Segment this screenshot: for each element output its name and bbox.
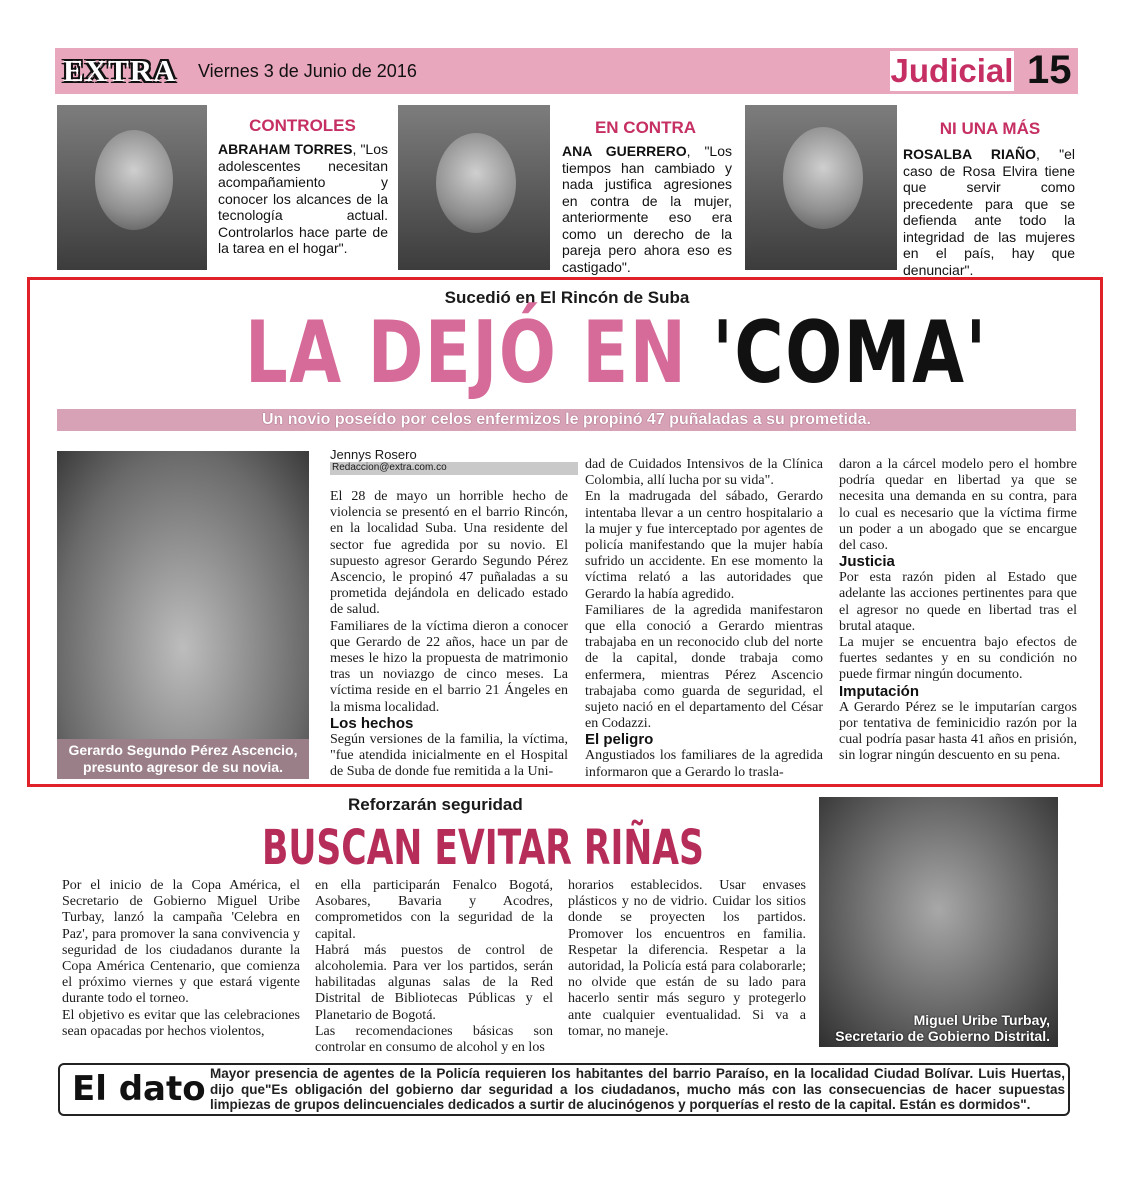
- paragraph: Angustiados los familiares de la agredida informaron que a Gerardo lo trasla-: [585, 748, 823, 780]
- official-photo: [819, 797, 1058, 1047]
- quote-photo-3: [745, 105, 897, 270]
- quote-text-2: [562, 143, 732, 275]
- subheading-los-hechos: Los hechos: [330, 714, 414, 732]
- article-kicker: Sucedió en El Rincón de Suba: [444, 288, 690, 307]
- newspaper-logo: EXTRA: [63, 53, 177, 88]
- quote-photo-2: [398, 105, 550, 270]
- article-column-2: [585, 457, 823, 781]
- article-author: Jennys Rosero: [330, 447, 417, 462]
- el-dato-text: Mayor presencia de agentes de la Policía requieren los habitantes del barrio Paraíso, en la localidad Ciudad Bolívar. Luis Huertas, dijo que"Es obligación del gobierno dar seguridad a los ciudadanos, mucho más con las consecuencias de hacer supuestas limpiezas de grupos delincuenciales dedicados a surtir de alucinógenos y porquerías el resto de la capital. Están es dormidos".: [210, 1066, 1065, 1112]
- article-subtitle: Un novio poseído por celos enfermizos le propinó 47 puñaladas a su prometida.: [262, 411, 871, 428]
- author-email: Redaccion@extra.com.co: [332, 462, 447, 473]
- page-number: 15: [1027, 48, 1072, 92]
- paragraph: El 28 de mayo un horrible hecho de violencia se presentó en el barrio Rincón, en la localidad Suba. Una residente del sector fue agredida por su novio. El supuesto agresor Gerardo Segundo Pérez Ascencio, le propinó 47 puñaladas a su prometida dejándola en delicado estado de salud.: [330, 489, 568, 618]
- page-header: [55, 48, 1078, 94]
- quote-body-3: , "el caso de Rosa Elvira tiene que servir como precedente para que se defienda ante todo la integridad de las mujeres en el país, hay que denunciar".: [903, 146, 1075, 278]
- caption-line-1: Miguel Uribe Turbay,: [913, 1012, 1050, 1028]
- quote-body-1: , "Los adolescentes necesitan acompañamiento y conocer los alcances de la tecnología actual. Controlarlos hace parte de la tarea en el hogar".: [218, 141, 388, 256]
- quote-text-1: [218, 141, 388, 257]
- paragraph: El objetivo es evitar que las celebraciones sean opacadas por hechos violentos,: [62, 1007, 300, 1039]
- paragraph: dad de Cuidados Intensivos de la Clínica Colombia, allí lucha por su vida".: [585, 457, 823, 489]
- paragraph: A Gerardo Pérez se le imputarían cargos por tentativa de feminicidio razón por la cual podría pasar hasta 41 años en prisión, sin lograr ningún descuento en su pena.: [839, 699, 1077, 764]
- issue-date: Viernes 3 de Junio de 2016: [198, 61, 417, 81]
- quote-heading-1: CONTROLES: [249, 116, 356, 135]
- section-title: Judicial: [890, 52, 1014, 89]
- paragraph: horarios establecidos. Usar envases plásticos y no de vidrio. Cuidar los sitios donde se proyecten los partidos. Promover los encuentros en familia. Respetar la diferencia. Respetar a la autoridad, la Policía está para colaborarle; no olvide que están de su lado para hacerlo sentir más seguro y protegerlo ante cualquier eventualidad. Si va a tomar, no maneje.: [568, 878, 806, 1039]
- official-photo-caption: [819, 1009, 1058, 1047]
- paragraph: en ella participarán Fenalco Bogotá, Asobares, Bavaria y Acodres, comprometidos con la seguridad de la capital.: [315, 878, 553, 942]
- el-dato-label: El dato: [72, 1069, 206, 1109]
- subheading-el-peligro: El peligro: [585, 731, 654, 749]
- article2-column-3: [568, 878, 806, 1040]
- article2-headline: BUSCAN EVITAR RIÑAS: [262, 820, 704, 876]
- quote-heading-3: NI UNA MÁS: [939, 119, 1041, 138]
- article2-kicker: Reforzarán seguridad: [348, 795, 523, 814]
- quote-name-3: ROSALBA RIAÑO: [903, 146, 1037, 162]
- paragraph: Por el inicio de la Copa América, el Secretario de Gobierno Miguel Uribe Turbay, lanzó la campaña 'Celebra en Paz', para promover la sana convivencia y seguridad de los ciudadanos durante la Copa América Centenario, que comienza el próximo viernes y que estará vigente durante todo el torneo.: [62, 878, 300, 1007]
- quote-heading-2: EN CONTRA: [594, 118, 697, 137]
- paragraph: Habrá más puestos de control de alcoholemia. Para ver los partidos, serán habilitadas algunas salas de la Red Distrital de Bibliotecas Públicas y el Planetario de Bogotá.: [315, 942, 553, 1023]
- quote-photo-1: [57, 105, 207, 270]
- paragraph: Según versiones de la familia, la víctima, "fue atendida inicialmente en el Hospital de Suba de donde fue remitida a la Uni-: [330, 731, 568, 780]
- suspect-photo: [57, 451, 309, 779]
- quote-name-1: ABRAHAM TORRES: [218, 141, 353, 157]
- article2-column-1: [62, 878, 300, 1040]
- headline-part-2: 'COMA': [712, 303, 988, 403]
- headline-part-1: LA DEJÓ EN: [245, 303, 713, 403]
- article2-column-2: [315, 878, 553, 1056]
- paragraph: Por esta razón piden al Estado que adelante las acciones pertinentes para que el agresor no quede en libertad tras el brutal ataque.: [839, 570, 1077, 634]
- quote-text-3: [903, 146, 1075, 278]
- paragraph: Familiares de la víctima dieron a conocer que Gerardo de 22 años, hace un par de meses le hizo la propuesta de matrimonio tras un noviazgo de cinco meses. La víctima reside en el barrio 21 Ángeles en la misma localidad.: [330, 618, 568, 715]
- quote-name-2: ANA GUERRERO: [562, 143, 687, 159]
- quote-body-2: , "Los tiempos han cambiado y nada justifica agresiones en contra de la mujer, anteriormente eso era como un derecho de la pareja pero ahora eso es castigado".: [562, 143, 732, 275]
- suspect-photo-caption: Gerardo Segundo Pérez Ascencio, presunto agresor de su novia.: [57, 739, 309, 779]
- paragraph: Familiares de la agredida manifestaron que ella conoció a Gerardo mientras trabajaba en un reconocido club del norte de la capital, donde trabaja como enfermera, mientras Pérez Ascencio trabajaba como guarda de seguridad, el sujeto nació en el departamento del César en Codazzi.: [585, 602, 823, 732]
- article-column-1: [330, 489, 568, 780]
- article-headline: [245, 303, 988, 403]
- paragraph: En la madrugada del sábado, Gerardo intentaba llevar a un centro hospitalario a la mujer y fue interceptado por agentes de policía manifestando que la mujer había sufrido un accidente. En ese momento la víctima relató a las autoridades que Gerardo la había agredido.: [585, 489, 823, 602]
- subheading-justicia: Justicia: [839, 553, 895, 571]
- paragraph: Las recomendaciones básicas son controlar en consumo de alcohol y en los: [315, 1023, 553, 1056]
- paragraph: La mujer se encuentra bajo efectos de fuertes sedantes y en su condición no puede firmar ningún documento.: [839, 635, 1077, 683]
- caption-line-2: Secretario de Gobierno Distrital.: [835, 1028, 1050, 1044]
- subheading-imputacion: Imputación: [839, 682, 920, 700]
- article-column-3: [839, 457, 1077, 764]
- paragraph: daron a la cárcel modelo pero el hombre podría quedar en libertad ya que se necesita una demanda en su contra, para lo cual es necesario que la víctima firme un poder a un abogado que se encargue del caso.: [839, 457, 1077, 554]
